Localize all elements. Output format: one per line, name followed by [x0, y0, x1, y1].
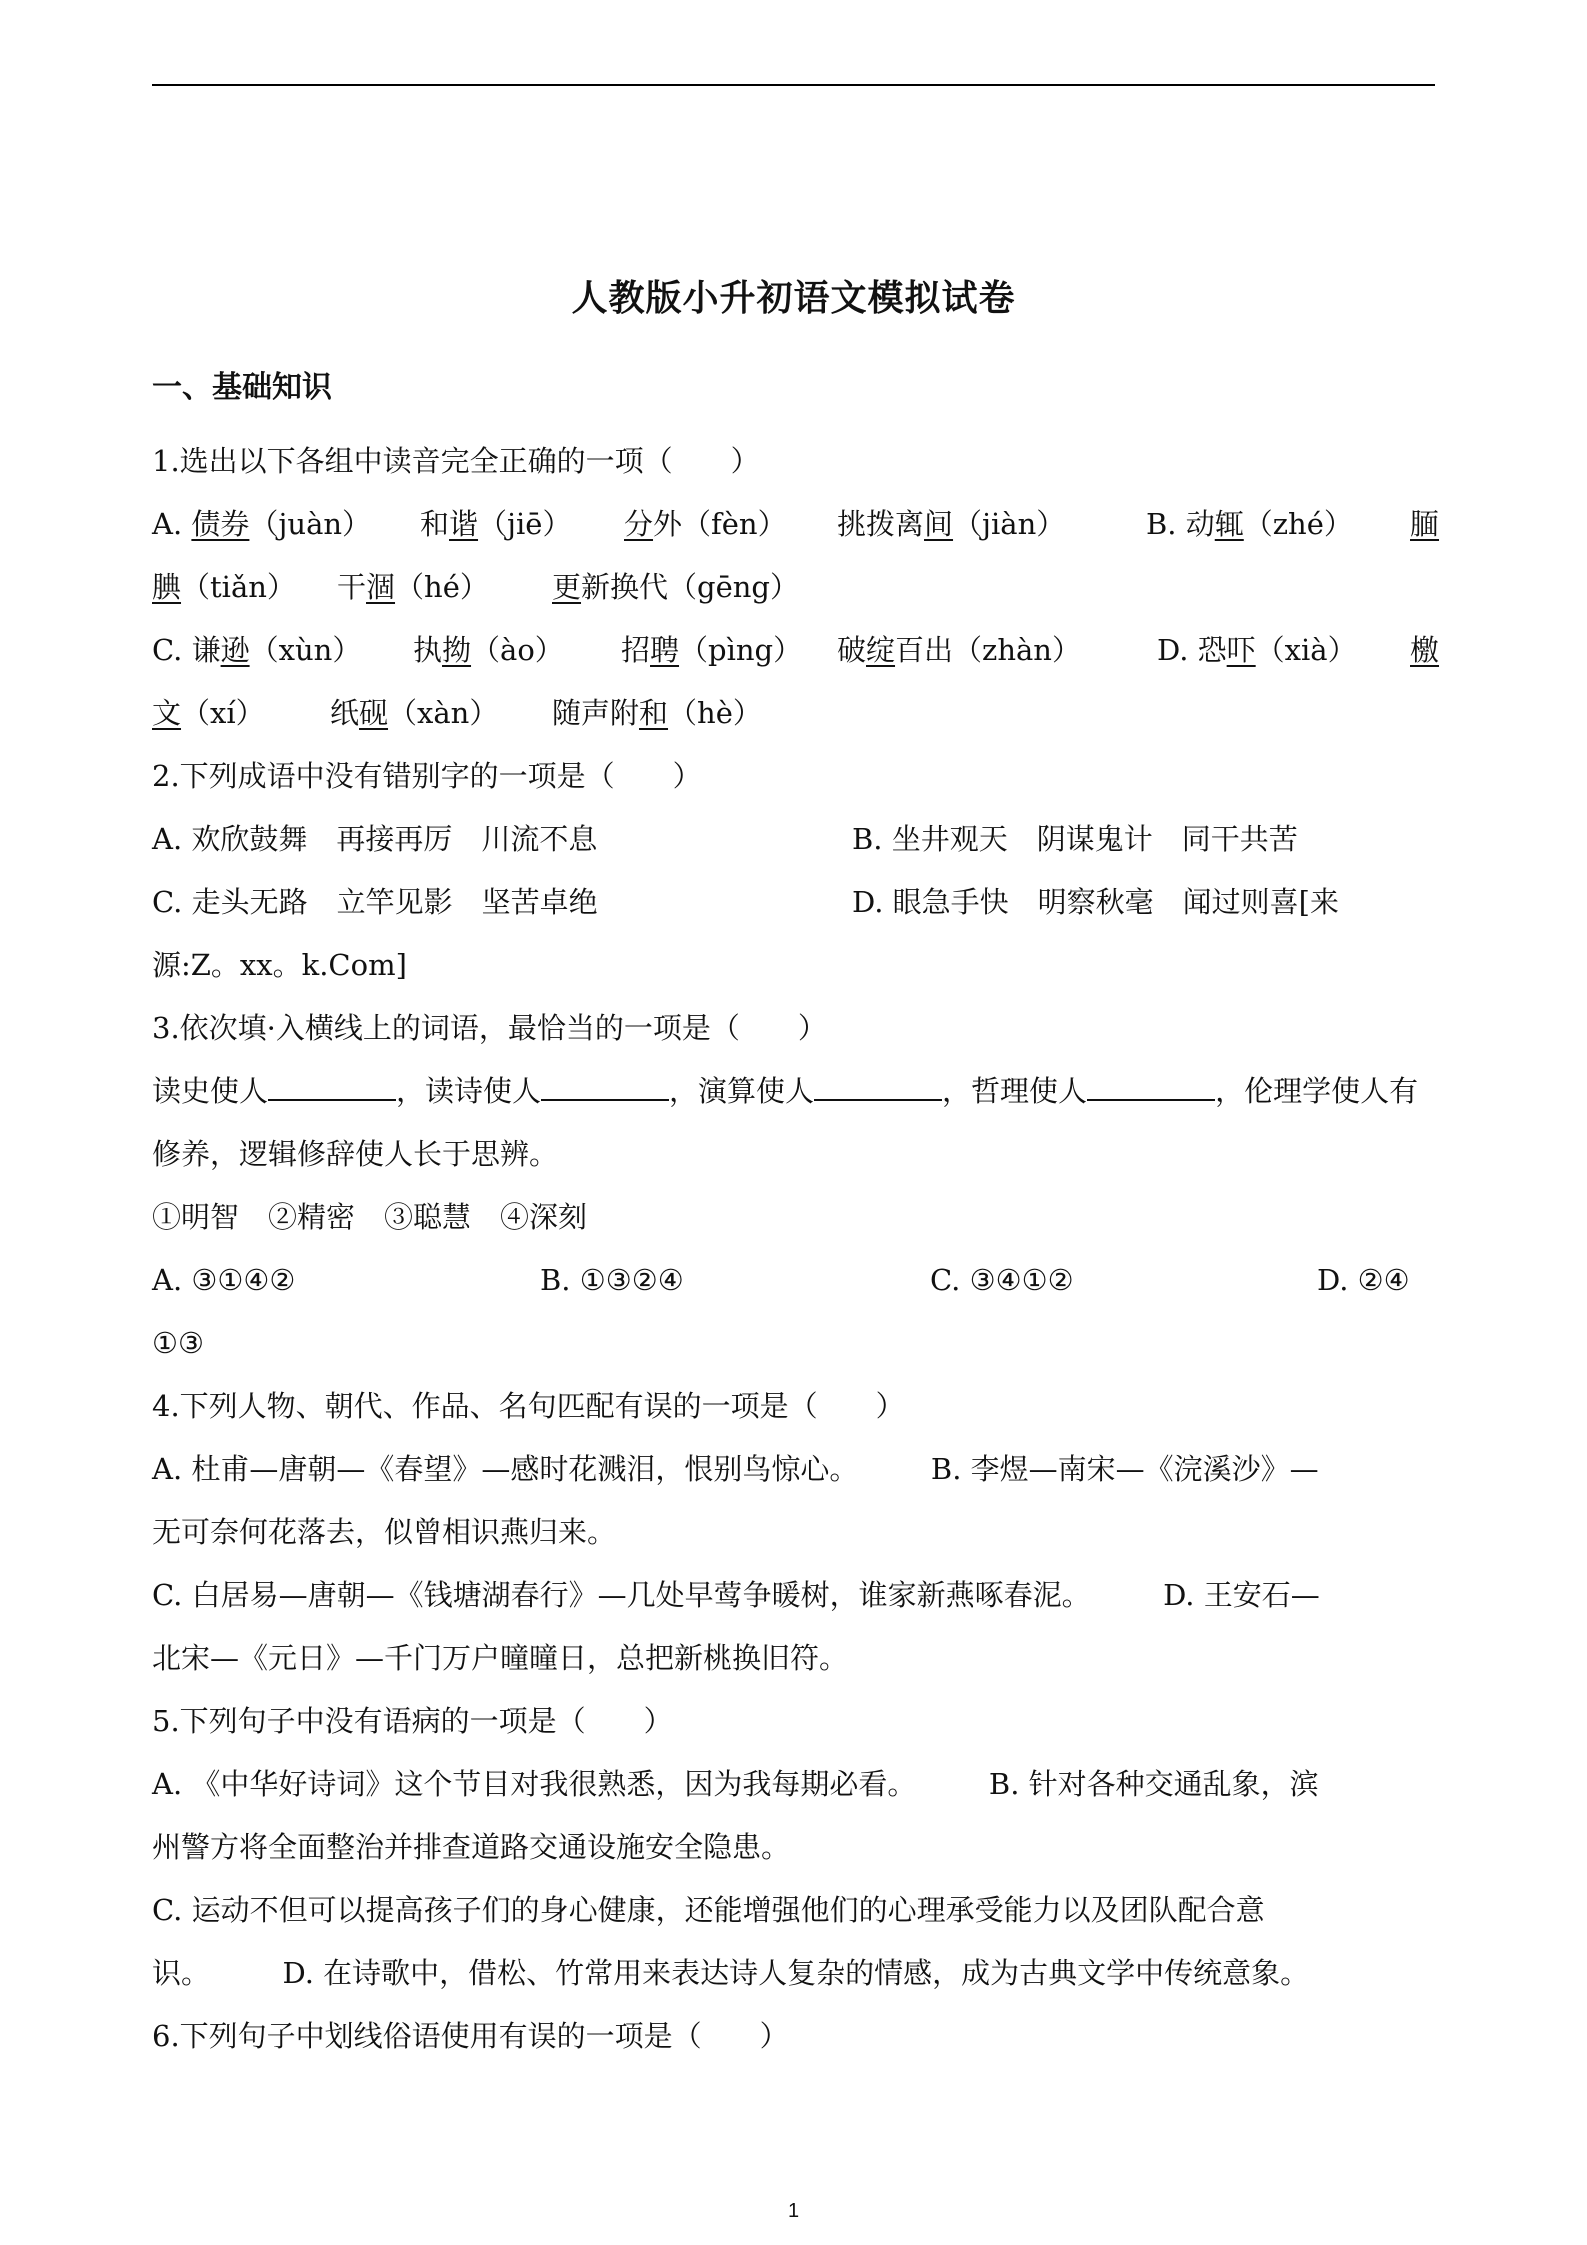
q3-option-a: A. ③①④②	[152, 1263, 296, 1297]
q1-option-a: A. 债券（juàn）	[152, 507, 372, 541]
q1-option-a-3: 分外（fèn）	[624, 507, 787, 541]
q5-stem: 5.下列句子中没有语病的一项是（ ）	[152, 1704, 673, 1738]
q3-word-list: ①明智 ②精密 ③聪慧 ④深刻	[152, 1200, 588, 1234]
q5-options-cd: 识。 D. 在诗歌中，借松、竹常用来表达诗人复杂的情感，成为古典文学中传统意象。	[152, 1956, 1310, 1990]
section-heading: 一、基础知识	[152, 370, 332, 405]
blank-4	[1087, 1075, 1215, 1101]
q1-option-d-2-start: 檄	[1410, 633, 1440, 667]
q4-option-d-cont: 北宋—《元日》—千门万户曈曈日，总把新桃换旧符。	[152, 1641, 849, 1675]
blank-2	[541, 1075, 669, 1101]
q1-option-c-4: 破绽百出（zhàn）	[837, 633, 1081, 667]
q1-option-b: B. 动辄（zhé）	[1146, 507, 1353, 541]
q1-option-b-2-start: 腼	[1410, 507, 1440, 541]
q1-option-d-2: 文（xí）	[152, 696, 265, 730]
q1-option-d-4: 随声附和（hè）	[552, 696, 762, 730]
q4-options-cd: C. 白居易—唐朝—《钱塘湖春行》—几处早莺争暖树，谁家新燕啄春泥。 D. 王安石—	[152, 1578, 1320, 1612]
q3-sentence: 读史使人 ，读诗使人 ，演算使人 ，哲理使人 ，伦理学使人有	[152, 1074, 1419, 1108]
q3-sentence-cont: 修养，逻辑修辞使人长于思辨。	[152, 1137, 559, 1171]
q1-option-a-4: 挑拨离间（jiàn）	[837, 507, 1066, 541]
q2-option-d-cont: 源:Z。xx。k.Com]	[152, 948, 407, 982]
page-number: 1	[787, 2200, 800, 2222]
q2-option-d: D. 眼急手快 明察秋毫 闻过则喜[来	[852, 885, 1339, 919]
q5-options-ab: A. 《中华好诗词》这个节目对我很熟悉，因为我每期必看。 B. 针对各种交通乱象，滨	[152, 1767, 1319, 1801]
q1-option-c: C. 谦逊（xùn）	[152, 633, 362, 667]
q1-stem: 1.选出以下各组中读音完全正确的一项（ ）	[152, 444, 760, 478]
q3-option-c: C. ③④①②	[930, 1263, 1074, 1297]
q2-option-b: B. 坐井观天 阴谋鬼计 同干共苦	[852, 822, 1298, 856]
q3-stem: 3.依次填·入横线上的词语，最恰当的一项是（ ）	[152, 1011, 827, 1045]
q1-option-b-4: 更新换代（gēng）	[552, 570, 799, 604]
q4-stem: 4.下列人物、朝代、作品、名句匹配有误的一项是（ ）	[152, 1389, 905, 1423]
q5-option-c: C. 运动不但可以提高孩子们的身心健康，还能增强他们的心理承受能力以及团队配合意	[152, 1893, 1265, 1927]
q3-option-b: B. ①③②④	[540, 1263, 684, 1297]
q1-option-c-3: 招聘（pìng）	[621, 633, 803, 667]
q6-stem: 6.下列句子中划线俗语使用有误的一项是（ ）	[152, 2019, 789, 2053]
q4-option-b-cont: 无可奈何花落去，似曾相识燕归来。	[152, 1515, 617, 1549]
q1-option-b-3: 干涸（hé）	[337, 570, 489, 604]
blank-1	[268, 1075, 396, 1101]
blank-3	[814, 1075, 942, 1101]
page-title: 人教版小升初语文模拟试卷	[571, 277, 1016, 319]
q2-option-c: C. 走头无路 立竿见影 坚苦卓绝	[152, 885, 598, 919]
q1-option-d-3: 纸砚（xàn）	[330, 696, 499, 730]
q1-option-c-2: 执拗（ào）	[413, 633, 564, 667]
q1-option-a-2: 和谐（jiē）	[420, 507, 572, 541]
q1-option-b-2: 腆（tiǎn）	[152, 570, 296, 604]
q5-option-b-cont: 州警方将全面整治并排查道路交通设施安全隐患。	[152, 1830, 791, 1864]
q3-option-d: D. ②④	[1317, 1263, 1410, 1297]
header-rule	[152, 84, 1435, 86]
q3-option-d-cont: ①③	[152, 1326, 204, 1360]
q2-option-a: A. 欢欣鼓舞 再接再厉 川流不息	[152, 822, 598, 856]
q1-option-d: D. 恐吓（xià）	[1157, 633, 1357, 667]
q4-options-ab: A. 杜甫—唐朝—《春望》—感时花溅泪，恨别鸟惊心。 B. 李煜—南宋—《浣溪沙》—	[152, 1452, 1319, 1486]
q2-stem: 2.下列成语中没有错别字的一项是（ ）	[152, 759, 702, 793]
